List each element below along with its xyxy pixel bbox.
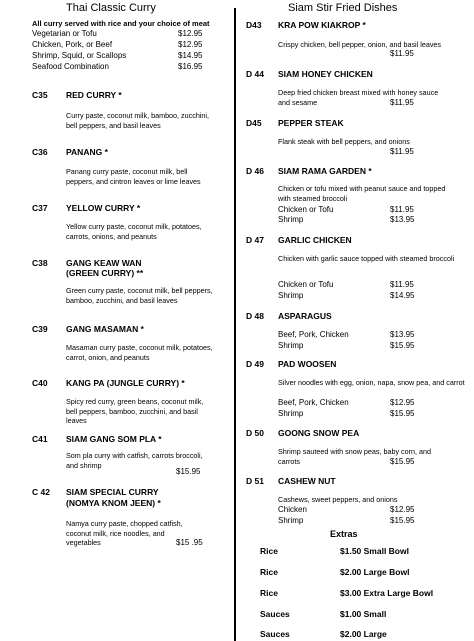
base-price-label: Chicken, Pork, or Beef — [32, 40, 113, 49]
option-label: Shrimp — [278, 341, 304, 350]
option-label: Chicken or Tofu — [278, 205, 334, 214]
item-price: $15.95 — [390, 457, 415, 466]
column-divider — [234, 8, 236, 641]
option-price: $15.95 — [390, 341, 415, 350]
option-price: $11.95 — [390, 205, 414, 214]
option-label: Shrimp — [278, 291, 304, 300]
item-name: SIAM GANG SOM PLA * — [66, 434, 162, 444]
item-code: D 50 — [246, 428, 264, 438]
item-name: RED CURRY * — [66, 90, 122, 100]
base-price-row — [32, 29, 203, 38]
item-name: GANG MASAMAN * — [66, 324, 144, 334]
base-price-label: Seafood Combination — [32, 62, 109, 71]
option-label: Beef, Pork, Chicken — [278, 330, 349, 339]
item-name: GARLIC CHICKEN — [278, 235, 352, 245]
item-code: C41 — [32, 434, 48, 444]
option-price: $11.95 — [390, 280, 414, 289]
base-price-label: Vegetarian or Tofu — [32, 29, 97, 38]
extras-row — [260, 629, 387, 639]
extras-row — [260, 588, 434, 598]
base-price: $12.95 — [178, 40, 203, 49]
item-description: Shrimp sauteed with snow peas, baby corn, and carrots — [278, 447, 432, 466]
item-code: D43 — [246, 20, 262, 30]
item-description: Som pla curry with catfish, carrots broccoli, and shrimp — [66, 451, 203, 470]
item-price: $11.95 — [390, 147, 414, 156]
item-description: Namya curry paste, chopped catfish, coconut milk, rice noodles, and vegetables — [66, 519, 183, 547]
option-label: Beef, Pork, Chicken — [278, 398, 349, 407]
item-description: Curry paste, coconut milk, bamboo, zucchini, bell peppers, and basil leaves — [66, 111, 210, 130]
option-price: $15.95 — [390, 409, 415, 418]
extras-price: $1.00 Small — [340, 609, 387, 619]
option-price: $13.95 — [390, 215, 415, 224]
section-title: Thai Classic Curry — [66, 2, 156, 14]
item-name: YELLOW CURRY * — [66, 203, 141, 213]
extras-item: Rice — [260, 567, 278, 577]
base-price: $16.95 — [178, 62, 203, 71]
item-name: KRA POW KIAKROP * — [278, 20, 366, 30]
item-name-line2: (NOMYA KNOM JEEN) * — [66, 498, 161, 508]
item-description: Green curry paste, coconut milk, bell peppers, bamboo, zucchini, and basil leaves — [66, 286, 213, 305]
item-description: Chicken or tofu mixed with peanut sauce and topped with steamed broccoli — [278, 184, 446, 203]
section-subtitle: All curry served with rice and your choice of meat — [32, 19, 210, 28]
item-description: Spicy red curry, green beans, coconut milk, bell peppers, bamboo, zucchini, and basil leaves — [66, 397, 204, 425]
base-price-row — [32, 51, 203, 60]
option-price: $12.95 — [390, 398, 415, 407]
item-description: Deep fried chicken breast mixed with honey sauce and sesame — [278, 88, 439, 107]
item-name: ASPARAGUS — [278, 311, 332, 321]
item-code: D 49 — [246, 359, 264, 369]
item-code: C39 — [32, 324, 48, 334]
item-name-line2: (GREEN CURRY) ** — [66, 268, 144, 278]
option-label: Shrimp — [278, 409, 304, 418]
item-name: CASHEW NUT — [278, 476, 336, 486]
item-code: C37 — [32, 203, 48, 213]
extras-item: Sauces — [260, 609, 290, 619]
extras-item: Rice — [260, 546, 278, 556]
item-code: D 46 — [246, 166, 264, 176]
extras-price: $2.00 Large — [340, 629, 387, 639]
item-code: D 48 — [246, 311, 264, 321]
item-code: D 44 — [246, 69, 264, 79]
item-code: D 47 — [246, 235, 264, 245]
item-price: $15 .95 — [176, 538, 203, 547]
item-code: C40 — [32, 378, 48, 388]
item-code: C35 — [32, 90, 48, 100]
extras-row — [260, 567, 410, 577]
base-price-row — [32, 40, 203, 49]
item-price: $11.95 — [390, 98, 414, 107]
base-price: $12.95 — [178, 29, 203, 38]
extras-item: Rice — [260, 588, 278, 598]
item-description: Flank steak with bell peppers, and onions — [278, 137, 410, 146]
item-description: Silver noodles with egg, onion, napa, snow pea, and carrot — [278, 378, 465, 387]
option-price: $15.95 — [390, 516, 415, 525]
base-price-row — [32, 62, 203, 71]
item-description: Chicken with garlic sauce topped with steamed broccoli — [278, 254, 455, 263]
option-label: Shrimp — [278, 516, 304, 525]
extras-price: $3.00 Extra Large Bowl — [340, 588, 434, 598]
extras-title: Extras — [330, 529, 358, 539]
item-name: PEPPER STEAK — [278, 118, 344, 128]
option-label: Chicken — [278, 505, 307, 514]
item-code: C38 — [32, 258, 48, 268]
option-price: $14.95 — [390, 291, 415, 300]
item-description: Panang curry paste, coconut milk, bell peppers, and cintron leaves or lime leaves — [66, 167, 201, 186]
item-name: KANG PA (JUNGLE CURRY) * — [66, 378, 185, 388]
base-price-label: Shrimp, Squid, or Scallops — [32, 51, 127, 60]
item-code: D 51 — [246, 476, 264, 486]
item-price: $11.95 — [390, 49, 414, 58]
option-label: Chicken or Tofu — [278, 280, 334, 289]
item-description: Crispy chicken, bell pepper, onion, and basil leaves — [278, 40, 442, 49]
extras-item: Sauces — [260, 629, 290, 639]
item-name: GOONG SNOW PEA — [278, 428, 360, 438]
option-label: Shrimp — [278, 215, 304, 224]
item-code: C36 — [32, 147, 48, 157]
item-name: PANANG * — [66, 147, 108, 157]
item-description: Cashews, sweet peppers, and onions — [278, 495, 398, 504]
item-name: SIAM RAMA GARDEN * — [278, 166, 372, 176]
item-name: SIAM SPECIAL CURRY — [66, 487, 159, 497]
item-name: PAD WOOSEN — [278, 359, 337, 369]
extras-price: $2.00 Large Bowl — [340, 567, 410, 577]
extras-row — [260, 546, 409, 556]
item-code: C 42 — [32, 487, 50, 497]
option-price: $13.95 — [390, 330, 415, 339]
base-price: $14.95 — [178, 51, 203, 60]
item-code: D45 — [246, 118, 262, 128]
extras-row — [260, 609, 387, 619]
item-description: Yellow curry paste, coconut milk, potatoes, carrots, onions, and peanuts — [66, 222, 202, 241]
item-description: Masaman curry paste, coconut milk, potatoes, carrot, onion, and peanuts — [66, 343, 213, 362]
item-name: SIAM HONEY CHICKEN — [278, 69, 373, 79]
item-price: $15.95 — [176, 467, 201, 476]
item-name: GANG KEAW WAN — [66, 258, 142, 268]
extras-price: $1.50 Small Bowl — [340, 546, 409, 556]
section-title: Siam Stir Fried Dishes — [288, 2, 398, 14]
option-price: $12.95 — [390, 505, 415, 514]
